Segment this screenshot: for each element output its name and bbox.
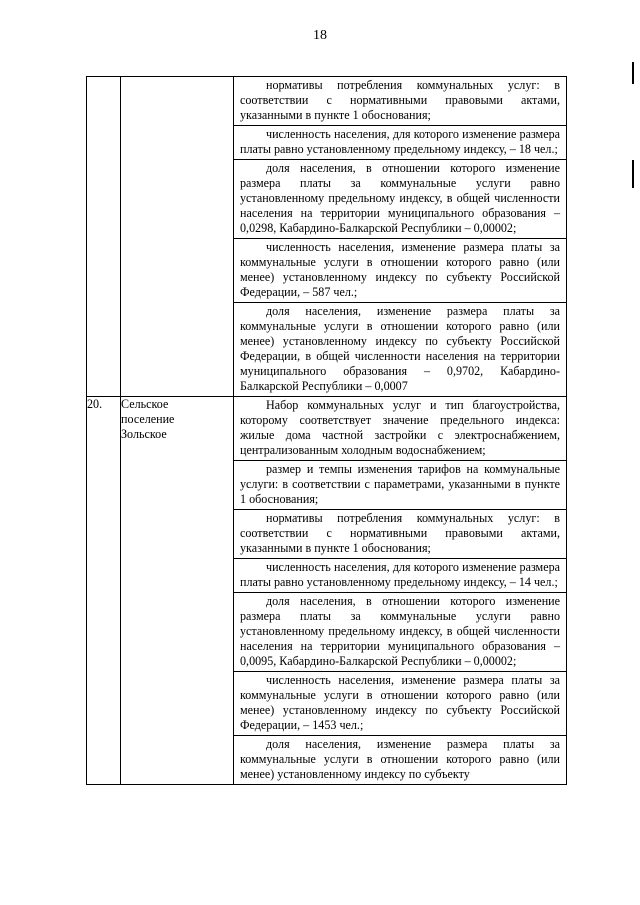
municipality-name-line: Сельское	[121, 397, 169, 411]
rationale-paragraph: доля населения, изменение размера платы за коммунальные услуги в отношении которого равно (или менее) установленному индексу по субъекту	[240, 737, 560, 781]
rationale-paragraph: нормативы потребления коммунальных услуг: в соответствии с нормативными правовыми актами, указанными в пункте 1 обоснования;	[234, 77, 566, 126]
table-row	[87, 77, 567, 397]
page-number: 18	[313, 28, 327, 43]
scan-edge-mark	[632, 62, 634, 84]
rationale-paragraph: Набор коммунальных услуг и тип благоустройства, которому соответствует значение предельного индекса: жилые дома частной застройки с электроснабжением, централизованным холодным водоснабжением;	[234, 397, 566, 461]
rationale-paragraph: размер и темпы изменения тарифов на коммунальные услуги: в соответствии с параметрами, указанными в пункте 1 обоснования;	[234, 461, 566, 510]
rationale-paragraph: доля населения, в отношении которого изменение размера платы за коммунальные услуги равно установленному предельному индексу, в общей численности населения на территории муниципального образования – 0,0298, Кабардино-Балкарской Республики – 0,00002;	[234, 160, 566, 239]
scan-edge-mark	[632, 160, 634, 188]
rationale-cell	[234, 77, 567, 397]
table-row	[87, 397, 567, 785]
rationale-paragraph: численность населения, для которого изменение размера платы равно установленному предельному индексу, – 18 чел.;	[234, 126, 566, 160]
rationale-paragraph: доля населения, в отношении которого изменение размера платы за коммунальные услуги равно установленному предельному индексу, в общей численности населения на территории муниципального образования – 0,0095, Кабардино-Балкарской Республики – 0,00002;	[234, 593, 566, 672]
municipality-name-line: поселение	[121, 412, 175, 426]
rationale-cell	[234, 397, 567, 785]
municipality-name-line: Зольское	[121, 427, 167, 441]
rationale-paragraph: доля населения, изменение размера платы за коммунальные услуги в отношении которого равно (или менее) установленному индексу по субъекту Российской Федерации, в общей численности населения на территории муниципального образования – 0,9702, Кабардино-Балкарской Республики – 0,0007	[240, 304, 560, 393]
rationale-paragraph: численность населения, изменение размера платы за коммунальные услуги в отношении которого равно (или менее) установленному индексу по субъекту Российской Федерации, – 1453 чел.;	[234, 672, 566, 736]
row-number-cell	[87, 77, 121, 397]
rationale-paragraph: численность населения, изменение размера платы за коммунальные услуги в отношении которого равно (или менее) установленному индексу по субъекту Российской Федерации, – 587 чел.;	[234, 239, 566, 303]
row-number-cell: 20.	[87, 397, 121, 785]
rationale-paragraph: нормативы потребления коммунальных услуг: в соответствии с нормативными правовыми актами, указанными в пункте 1 обоснования;	[234, 510, 566, 559]
document-table	[86, 76, 567, 785]
rationale-paragraph: численность населения, для которого изменение размера платы равно установленному предельному индексу, – 14 чел.;	[234, 559, 566, 593]
municipality-name-cell	[121, 77, 234, 397]
municipality-name-cell	[121, 397, 234, 785]
